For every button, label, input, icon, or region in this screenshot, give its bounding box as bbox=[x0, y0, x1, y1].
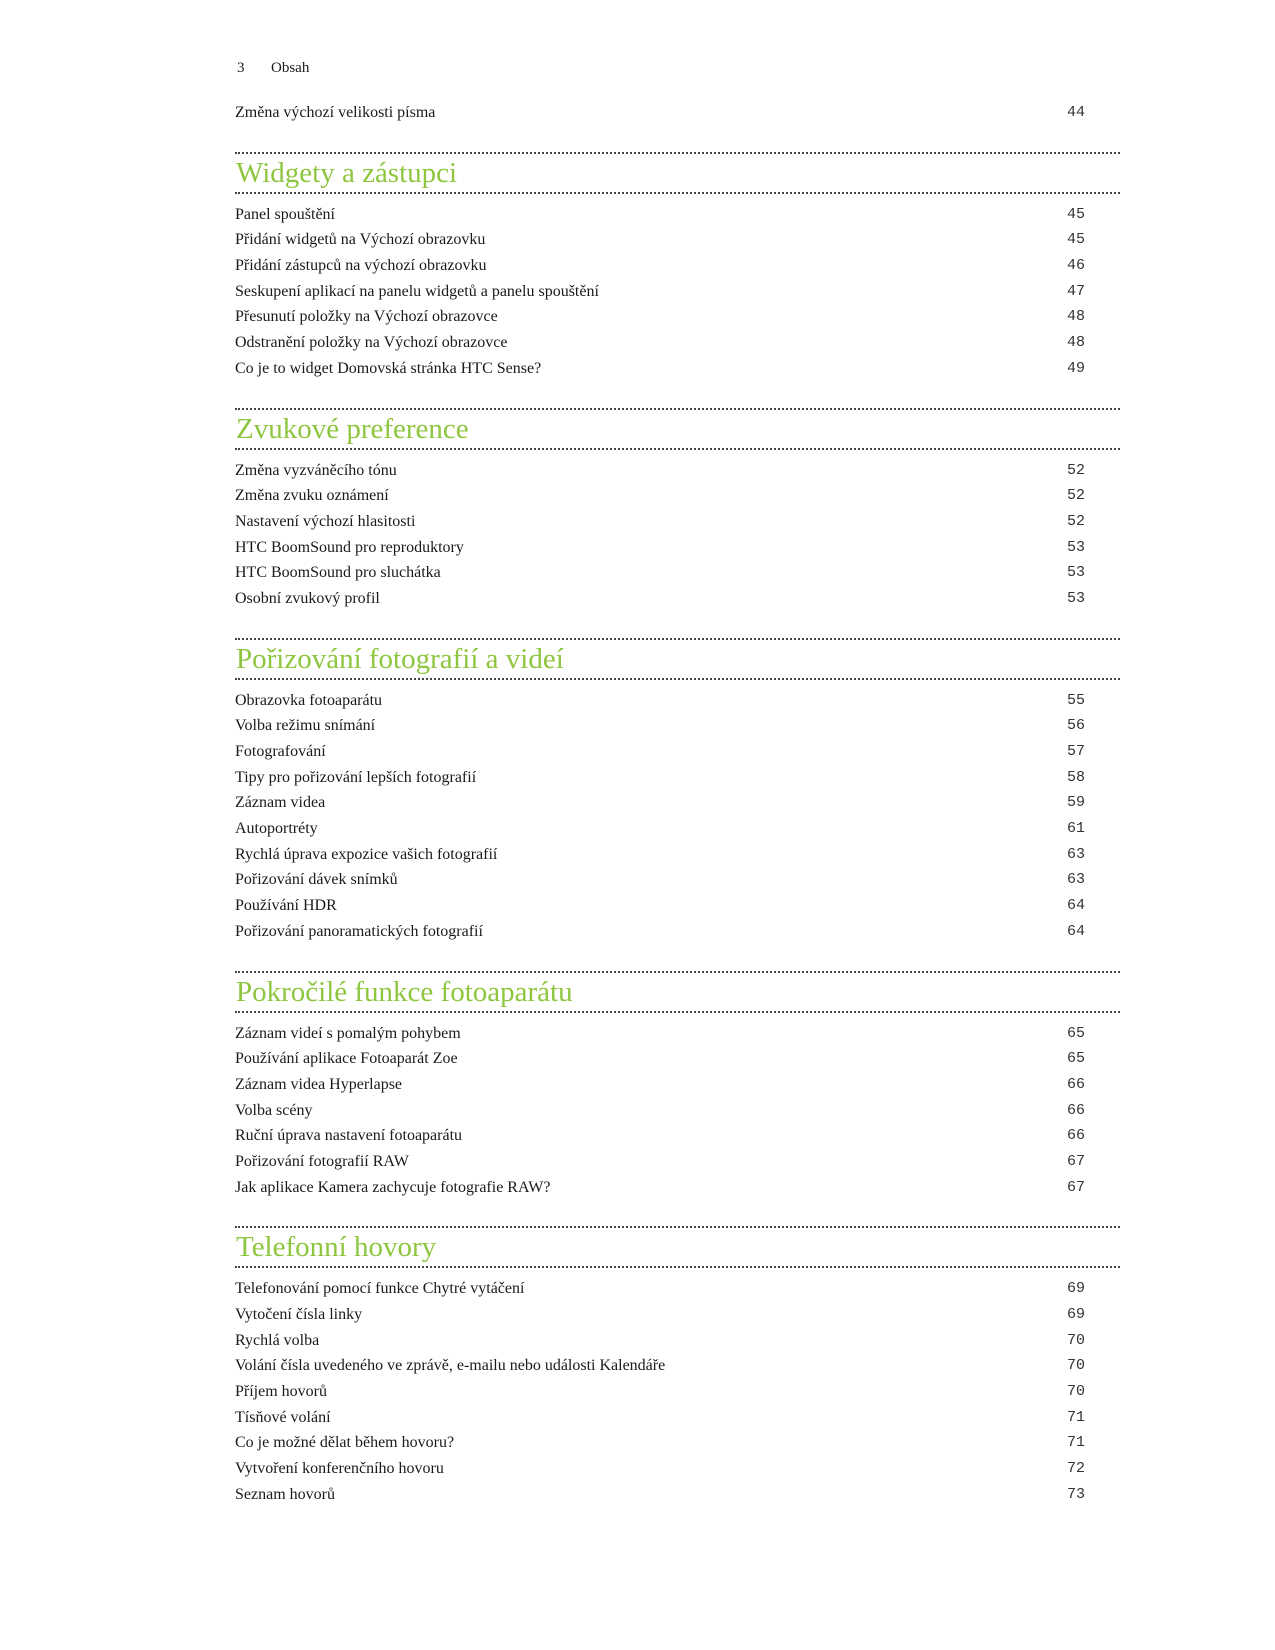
toc-entry[interactable] bbox=[235, 304, 1120, 330]
toc-entry-label: Záznam videí s pomalým pohybem bbox=[235, 1024, 461, 1042]
toc-entry[interactable] bbox=[235, 227, 1120, 253]
toc-section bbox=[235, 971, 1120, 1201]
toc-entry-page-number: 47 bbox=[1067, 282, 1086, 300]
toc-entry[interactable] bbox=[235, 1430, 1120, 1456]
toc-entry-page-number: 69 bbox=[1067, 1306, 1086, 1323]
toc-entry-label: Panel spouštění bbox=[235, 205, 335, 223]
toc-entry-label: Tísňové volání bbox=[235, 1408, 331, 1426]
toc-entry[interactable] bbox=[235, 100, 1120, 126]
toc-entry[interactable] bbox=[235, 790, 1120, 816]
table-of-contents bbox=[235, 100, 1120, 1508]
toc-entry-page-number: 46 bbox=[1067, 257, 1086, 275]
toc-entry-label: Autoportréty bbox=[235, 820, 318, 838]
toc-entry[interactable] bbox=[235, 1482, 1120, 1508]
toc-entry[interactable] bbox=[235, 1353, 1120, 1379]
toc-entry[interactable] bbox=[235, 1021, 1120, 1047]
toc-entry-label: Seskupení aplikací na panelu widgetů a panelu spouštění bbox=[235, 282, 599, 300]
toc-section bbox=[235, 408, 1120, 612]
toc-entry-label: Změna vyzváněcího tónu bbox=[235, 461, 397, 479]
toc-entry-label: Obrazovka fotoaparátu bbox=[235, 691, 383, 709]
toc-entry-page-number: 48 bbox=[1067, 334, 1086, 352]
toc-entry-label: Odstranění položky na Výchozí obrazovce bbox=[235, 334, 508, 352]
toc-entry[interactable] bbox=[235, 535, 1120, 561]
toc-entry-page-number: 66 bbox=[1067, 1075, 1086, 1093]
toc-intro-list bbox=[235, 100, 1120, 126]
toc-entry-page-number: 65 bbox=[1067, 1024, 1086, 1042]
toc-entry-label: Používání aplikace Fotoaparát Zoe bbox=[235, 1050, 458, 1068]
toc-section-title[interactable]: Pořizování fotografií a videí bbox=[235, 640, 1120, 680]
toc-entry-page-number: 70 bbox=[1067, 1331, 1086, 1349]
toc-entry-label: Pořizování dávek snímků bbox=[235, 871, 398, 889]
toc-entry[interactable] bbox=[235, 739, 1120, 765]
toc-entry-page-number: 52 bbox=[1067, 487, 1086, 505]
toc-entry[interactable] bbox=[235, 356, 1120, 382]
toc-entry-page-number: 55 bbox=[1067, 691, 1086, 709]
toc-entry-page-number: 61 bbox=[1067, 820, 1086, 838]
toc-entry-page-number: 53 bbox=[1067, 589, 1086, 607]
toc-entry[interactable] bbox=[235, 1123, 1120, 1149]
toc-entry[interactable] bbox=[235, 688, 1120, 714]
toc-entry-label: Změna zvuku oznámení bbox=[235, 487, 389, 505]
toc-entry-page-number: 58 bbox=[1067, 768, 1086, 786]
toc-entry-page-number: 63 bbox=[1067, 871, 1086, 889]
toc-entry-page-number: 63 bbox=[1067, 845, 1086, 863]
toc-entry-label: Přidání widgetů na Výchozí obrazovku bbox=[235, 231, 486, 249]
toc-entry-page-number: 48 bbox=[1067, 308, 1086, 326]
toc-entry-label: Příjem hovorů bbox=[235, 1383, 327, 1401]
toc-entry[interactable] bbox=[235, 1302, 1120, 1328]
toc-entry-page-number: 71 bbox=[1067, 1408, 1086, 1426]
toc-entry-page-number: 67 bbox=[1067, 1152, 1086, 1170]
toc-entry-page-number: 52 bbox=[1067, 461, 1086, 479]
header-page-number: 3 bbox=[237, 60, 245, 76]
toc-entry-label: Volba scény bbox=[235, 1101, 313, 1119]
toc-entry-label: Pořizování panoramatických fotografií bbox=[235, 922, 483, 940]
toc-entry-page-number: 45 bbox=[1067, 231, 1086, 249]
toc-entry[interactable] bbox=[235, 1175, 1120, 1201]
toc-entry[interactable] bbox=[235, 330, 1120, 356]
toc-entry-label: Seznam hovorů bbox=[235, 1485, 335, 1503]
toc-entry-label: Co je to widget Domovská stránka HTC Sense? bbox=[235, 359, 542, 377]
toc-entry-page-number: 66 bbox=[1067, 1127, 1086, 1145]
toc-entry[interactable] bbox=[235, 765, 1120, 791]
toc-entry[interactable] bbox=[235, 279, 1120, 305]
toc-entry-page-number: 73 bbox=[1067, 1485, 1086, 1503]
toc-entry-label: Jak aplikace Kamera zachycuje fotografie RAW? bbox=[235, 1178, 551, 1196]
toc-entry[interactable] bbox=[235, 202, 1120, 228]
toc-entry-label: Co je možné dělat během hovoru? bbox=[235, 1434, 455, 1452]
toc-entry-label: Fotografování bbox=[235, 743, 326, 760]
toc-entry[interactable] bbox=[235, 509, 1120, 535]
toc-entry[interactable] bbox=[235, 458, 1120, 484]
toc-entry-label: Tipy pro pořizování lepších fotografií bbox=[235, 768, 477, 786]
toc-entry[interactable] bbox=[235, 1276, 1120, 1302]
toc-sections bbox=[235, 152, 1120, 1508]
toc-entry-label: Přidání zástupců na výchozí obrazovku bbox=[235, 257, 487, 275]
toc-section-title[interactable]: Telefonní hovory bbox=[235, 1228, 1120, 1268]
toc-entry[interactable] bbox=[235, 560, 1120, 586]
toc-section bbox=[235, 152, 1120, 382]
toc-entry-label: Rychlá úprava expozice vašich fotografií bbox=[235, 845, 498, 863]
toc-entry[interactable] bbox=[235, 1149, 1120, 1175]
toc-entry-page-number: 65 bbox=[1067, 1050, 1086, 1068]
toc-entry-page-number: 67 bbox=[1067, 1178, 1086, 1196]
toc-entry[interactable] bbox=[235, 1328, 1120, 1354]
toc-entry-label: Záznam videa Hyperlapse bbox=[235, 1075, 403, 1093]
toc-entry-page-number: 57 bbox=[1067, 743, 1086, 760]
toc-section-title[interactable]: Pokročilé funkce fotoaparátu bbox=[235, 973, 1120, 1013]
toc-entry[interactable] bbox=[235, 713, 1120, 739]
toc-entry-page-number: 53 bbox=[1067, 564, 1086, 582]
toc-entry-label: Záznam videa bbox=[235, 794, 326, 812]
toc-entry-label: HTC BoomSound pro sluchátka bbox=[235, 564, 441, 582]
toc-entry-page-number: 70 bbox=[1067, 1383, 1086, 1401]
page-header bbox=[237, 60, 309, 77]
toc-entry-label: Telefonování pomocí funkce Chytré vytáčení bbox=[235, 1280, 525, 1298]
toc-entry[interactable] bbox=[235, 1046, 1120, 1072]
toc-entry[interactable] bbox=[235, 816, 1120, 842]
toc-entry-page-number: 56 bbox=[1067, 717, 1086, 735]
toc-entry[interactable] bbox=[235, 1379, 1120, 1405]
toc-entry-label: Volání čísla uvedeného ve zprávě, e-mailu nebo události Kalendáře bbox=[235, 1357, 666, 1375]
toc-entry-label: Používání HDR bbox=[235, 897, 337, 915]
toc-entry-label: Ruční úprava nastavení fotoaparátu bbox=[235, 1127, 463, 1145]
toc-entry[interactable] bbox=[235, 1456, 1120, 1482]
toc-section-title[interactable]: Widgety a zástupci bbox=[235, 154, 1120, 194]
toc-entry-page-number: 64 bbox=[1067, 922, 1086, 940]
toc-entry[interactable] bbox=[235, 1405, 1120, 1431]
toc-entry-page-number: 45 bbox=[1067, 205, 1086, 223]
toc-entry-page-number: 70 bbox=[1067, 1357, 1086, 1375]
toc-section-title[interactable]: Zvukové preference bbox=[235, 410, 1120, 450]
toc-entry-page-number: 53 bbox=[1067, 538, 1086, 556]
toc-section bbox=[235, 1226, 1120, 1507]
toc-entry-label: Změna výchozí velikosti písma bbox=[235, 104, 436, 121]
toc-entry-page-number: 69 bbox=[1067, 1280, 1086, 1298]
toc-entry[interactable] bbox=[235, 842, 1120, 868]
toc-entry-page-number: 49 bbox=[1067, 359, 1086, 377]
toc-section bbox=[235, 638, 1120, 945]
toc-entry[interactable] bbox=[235, 253, 1120, 279]
toc-entry[interactable] bbox=[235, 867, 1120, 893]
toc-entry-label: HTC BoomSound pro reproduktory bbox=[235, 538, 464, 556]
toc-entry-label: Vytvoření konferenčního hovoru bbox=[235, 1460, 444, 1478]
toc-entry-page-number: 72 bbox=[1067, 1460, 1086, 1478]
toc-entry-page-number: 44 bbox=[1067, 104, 1086, 121]
toc-entry[interactable] bbox=[235, 483, 1120, 509]
toc-entry-page-number: 52 bbox=[1067, 512, 1086, 530]
toc-entry-page-number: 64 bbox=[1067, 897, 1086, 915]
toc-entry-label: Vytočení čísla linky bbox=[235, 1306, 363, 1323]
toc-entry-label: Volba režimu snímání bbox=[235, 717, 376, 735]
toc-entry-page-number: 59 bbox=[1067, 794, 1086, 812]
toc-entry-page-number: 71 bbox=[1067, 1434, 1086, 1452]
toc-entry-label: Pořizování fotografií RAW bbox=[235, 1152, 409, 1170]
toc-entry-label: Rychlá volba bbox=[235, 1331, 320, 1349]
toc-entry-page-number: 66 bbox=[1067, 1101, 1086, 1119]
toc-entry-label: Nastavení výchozí hlasitosti bbox=[235, 512, 416, 530]
toc-entry[interactable] bbox=[235, 1072, 1120, 1098]
toc-entry-label: Přesunutí položky na Výchozí obrazovce bbox=[235, 308, 498, 326]
toc-entry[interactable] bbox=[235, 919, 1120, 945]
toc-entry[interactable] bbox=[235, 893, 1120, 919]
toc-entry[interactable] bbox=[235, 1098, 1120, 1124]
toc-entry[interactable] bbox=[235, 586, 1120, 612]
toc-entry-label: Osobní zvukový profil bbox=[235, 589, 380, 607]
header-title: Obsah bbox=[271, 60, 310, 76]
